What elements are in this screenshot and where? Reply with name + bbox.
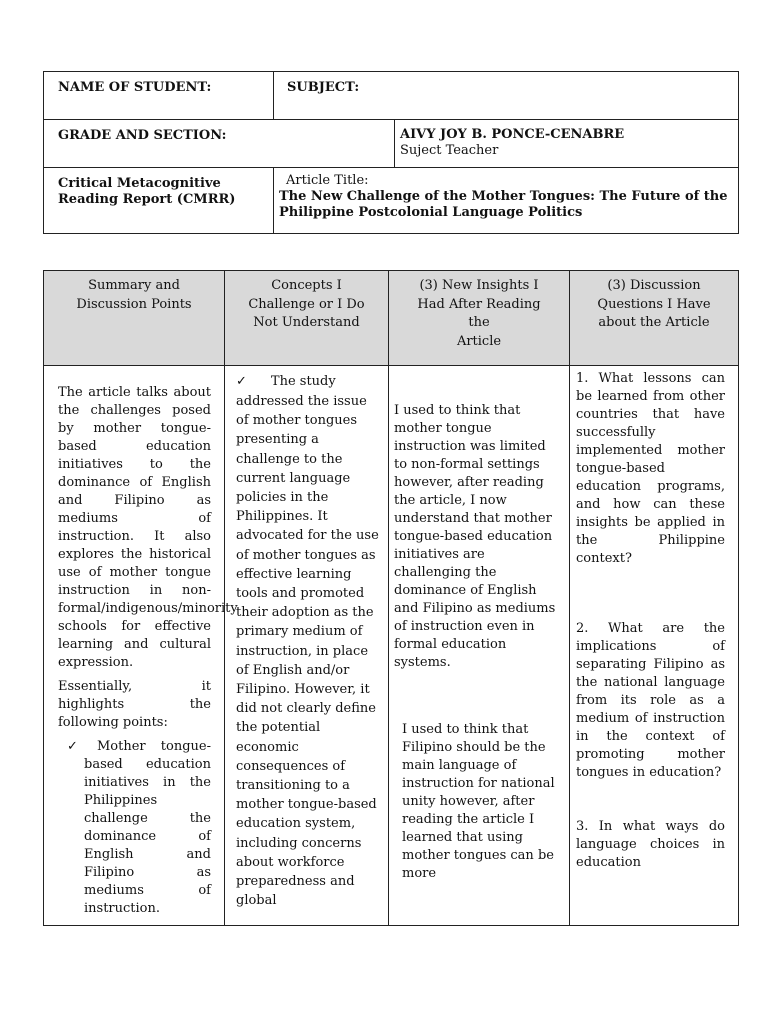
summary-highlights-intro: Essentially, it highlights the following points: (58, 679, 211, 730)
summary-bullet-text: Mother tongue-based education initiatives in the Philippines challenge the dominance of English and Filipino as mediums of instruction. (84, 739, 211, 916)
column-header-summary: Summary and Discussion Points (44, 271, 225, 366)
report-type-line2: Reading Report (CMRR) (58, 192, 236, 207)
concepts-first-line (236, 373, 380, 391)
report-type-line1: Critical Metacognitive (58, 176, 221, 191)
subject-label: SUBJECT: (287, 80, 360, 95)
question-2: 2. What are the implications of separating Filipino as the national language from its role as a medium of instruction in the context of promoting mother tongues in education? (576, 621, 725, 780)
insight-1: I used to think that mother tongue instruction was limited to non-formal settings however, after reading the article, I now understand that mother tongue-based education initiatives are challenging the dominance of English and Filipino as mediums of instruction even in formal education systems. (394, 403, 556, 670)
question-1: 1. What lessons can be learned from other countries that have successfully implemented mother tongue-based education programs, and how can these insights be applied in the Philippine context? (576, 371, 725, 566)
article-title-line2: Philippine Postcolonial Language Politics (279, 205, 583, 220)
header-table (43, 71, 739, 234)
concepts-lead: The study (270, 374, 336, 389)
question-3: 3. In what ways do language choices in education (576, 819, 725, 870)
article-title-label: Article Title: (286, 173, 369, 188)
grade-and-section-label: GRADE AND SECTION: (58, 128, 227, 143)
name-of-student-label: NAME OF STUDENT: (58, 80, 212, 95)
check-icon: ✓ (67, 739, 78, 754)
column-header-insights: (3) New Insights I Had After Reading the Article (389, 271, 570, 366)
insights-cell (389, 366, 570, 926)
article-title-line1: The New Challenge of the Mother Tongues: The Future of the (279, 189, 728, 204)
column-header-concepts: Concepts I Challenge or I Do Not Understand (225, 271, 389, 366)
summary-paragraph: The article talks about the challenges posed by mother tongue-based education initiatives to the dominance of English and Filipino as mediums of instruction. It also explores the historical use of mother tongue instruction in non-formal/indigenous/minority schools for effective learning and cultural expression. (58, 385, 238, 670)
summary-cell (44, 366, 238, 926)
summary-bullet-item (58, 738, 211, 918)
insight-2: I used to think that Filipino should be the main language of instruction for national unity however, after reading the article I learned that using mother tongues can be more (402, 722, 555, 881)
teacher-role: Suject Teacher (400, 143, 499, 158)
teacher-name: AIVY JOY B. PONCE-CENABRE (400, 127, 625, 142)
cmrr-table (43, 270, 739, 926)
column-header-questions: (3) Discussion Questions I Have about the Article (570, 271, 739, 366)
concepts-cell (225, 366, 389, 926)
concepts-text: addressed the issue of mother tongues presenting a challenge to the current language policies in the Philippines. It advocated for the use of mother tongues as effective learning tools and promoted their adoption as the primary medium of instruction, in place of English and/or Filipino. However, it did not clearly define the potential economic consequences of transitioning to a mother tongue-based education system, including concerns about workforce preparedness and global (236, 394, 379, 909)
check-icon: ✓ (236, 374, 247, 389)
questions-cell (570, 366, 739, 926)
